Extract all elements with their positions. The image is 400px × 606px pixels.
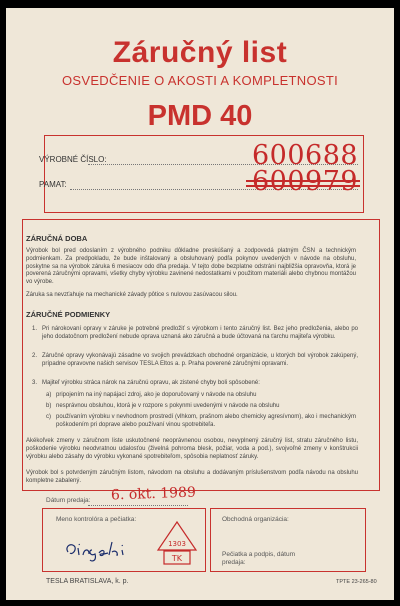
serial-number-value: 600688 (252, 140, 359, 171)
warranty-period-text: Výrobok bol pred odoslaním z výrobného podniku dôkladne preskúšaný a zodpovedá platným ČSN a technickým podmienkam. Za predpokladu, že bude inštalovaný a obsluhovaný podľa pokynov uvedených v návode na obsluhu, poskytne sa na výrobok záruka 6 mesiacov odo dňa predaja. V tejto dobe bezplatne odstráni najbližšia opravovňa, ktorá je poverená záručnými opravami, všetky chyby výrobku zavinené nedostatkami v použitom materiáli alebo chybnou montážou vo výrobe. (26, 248, 356, 286)
document-title: Záručný list (112, 36, 288, 69)
memory-label: PAMAT: (39, 180, 67, 189)
stamp-number: 1303 (168, 540, 186, 548)
subcondition-text: nesprávnou obsluhou, ktorá je v rozpore s pokynmi uvedenými v návode na obsluhu (56, 403, 280, 409)
unauthorized-changes-text: Akékoľvek zmeny v záručnom liste uskutočnené neoprávnenou osobou, nevyplnený záručný list, stratu záručného listu, poškodenie výrobku neodvratnou udalosťou (živelná pohroma blesk, požiar, voda a pod.), svojvoľné zmeny v konštrukcii výrobku alebo zásahy do výrobku vykonané spotrebiteľom, spôsobia neplatnosť záruky. (26, 438, 358, 460)
memory-value-strike-2 (246, 185, 360, 187)
warranty-note: Záruka sa nevzťahuje na mechanické závady pôtice s nulovou zasúvacou silou. (26, 292, 238, 298)
memory-value-strike (246, 180, 360, 182)
stamp-code: TK (171, 554, 183, 563)
controller-signature (62, 536, 132, 567)
condition-text: Majiteľ výrobku stráca nárok na záručnú opravu, ak zistené chyby boli spôsobené: (42, 380, 260, 386)
manufacturer: TESLA BRATISLAVA, k. p. (46, 578, 129, 585)
sale-date-stamp: 6. okt. 1989 (110, 484, 197, 504)
controller-label: Meno kontrolóra a pečiatka: (56, 516, 137, 523)
subcondition-letter: a) (46, 392, 52, 398)
warranty-card (6, 8, 394, 600)
shop-label: Obchodná organizácia: (222, 516, 289, 523)
condition-number: 1. (32, 326, 38, 332)
serial-number-label: VÝROBNÉ ČÍSLO: (39, 155, 107, 164)
inspection-stamp (156, 520, 198, 571)
conditions-heading: ZÁRUČNÉ PODMIENKY (26, 310, 111, 319)
condition-text: Pri nárokovaní opravy v záruke je potrebné predložiť s výrobkom i tento záručný list. Bez jeho predloženia, alebo po jeho dodatočnom predložení nebude oprava uznaná ako záručná a bude účtovaná na ťarchu majiteľa výrobku. (42, 326, 358, 340)
subcondition-text: používaním výrobku v nevhodnom prostredí (vlhkom, prašnom alebo chemicky agresívnom), ako i mechanickým poškodením pri doprave alebo používaní vinou spotrebiteľa. (56, 414, 356, 428)
form-code: TPTE 23-265-80 (336, 579, 377, 585)
subcondition-letter: c) (46, 414, 51, 420)
document-subtitle: OSVEDČENIE O AKOSTI A KOMPLETNOSTI (61, 73, 339, 88)
sale-date-line (88, 505, 188, 506)
warranty-period-heading: ZÁRUČNÁ DOBA (26, 234, 88, 243)
shop-stamp-label: Pečiatka a podpis, dátum predaja: (222, 551, 295, 566)
condition-text: Záručné opravy vykonávajú zásadne vo svojich prevádzkach obchodné organizácie, u ktorých bol výrobok zakúpený, prípadne opravovne našich servisov TESLA Eltos a. p. Praha poverené záručnými opravami. (42, 353, 358, 367)
product-model: PMD 40 (147, 100, 253, 132)
condition-number: 3. (32, 380, 38, 386)
condition-number: 2. (32, 353, 38, 359)
closing-text: Výrobok bol s potvrdeným záručným listom, návodom na obsluhu a dodávaným príslušenstvom podľa návodu na obsluhu kompletne zabalený. (26, 470, 358, 484)
sale-date-label: Dátum predaja: (46, 497, 91, 504)
subcondition-letter: b) (46, 403, 52, 409)
subcondition-text: pripojením na iný napájací zdroj, ako je doporučovaný v návode na obsluhu (56, 392, 257, 398)
